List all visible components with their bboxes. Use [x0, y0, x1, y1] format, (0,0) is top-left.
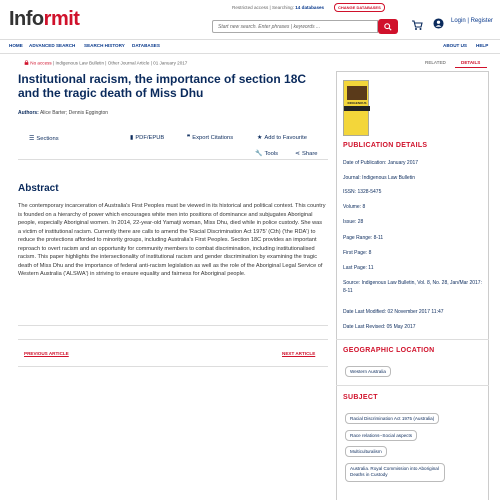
quote-icon: ❞: [187, 135, 191, 141]
cover-photo: [347, 86, 367, 100]
no-access-label: No access: [30, 60, 52, 66]
page-range: Page Range: 8-11: [343, 235, 384, 241]
tab-details[interactable]: DETAILS: [461, 60, 481, 65]
date-last-revised: Date Last Revised: 05 May 2017: [343, 324, 416, 330]
abstract-heading: Abstract: [18, 183, 59, 194]
issue: Issue: 28: [343, 219, 364, 225]
add-to-favourite-button[interactable]: ★ Add to Favourite: [257, 135, 307, 141]
breadcrumb-journal[interactable]: Indigenous Law Bulletin: [55, 60, 105, 66]
subject-tag[interactable]: Multiculturalism: [345, 446, 387, 457]
sections-button[interactable]: ☰ Sections: [29, 136, 59, 142]
change-databases-button[interactable]: CHANGE DATABASES: [334, 3, 385, 12]
tools-button[interactable]: 🔧 Tools: [255, 151, 279, 157]
share-button[interactable]: ⋖ Share: [295, 151, 318, 157]
source: Source: Indigenous Law Bulletin, Vol. 8, No. 28, Jan/Mar 2017: 8-11: [343, 280, 482, 294]
first-page: First Page: 8: [343, 250, 372, 256]
wrench-icon: 🔧: [255, 151, 263, 157]
nav-help[interactable]: HELP: [476, 43, 489, 48]
search-button[interactable]: [378, 19, 398, 34]
authors-names[interactable]: Alice Barter; Dennis Eggington: [39, 110, 109, 116]
last-page: Last Page: 11: [343, 265, 374, 271]
informit-logo[interactable]: Informit: [9, 8, 80, 30]
breadcrumb-type: Other Journal Article: [107, 60, 150, 66]
database-count[interactable]: 14 databases: [295, 5, 325, 10]
next-article-link[interactable]: NEXT ARTICLE: [282, 351, 316, 356]
breadcrumb-date: 01 January 2017: [153, 60, 188, 66]
login-register-link[interactable]: Login | Register: [451, 18, 493, 24]
nav-databases[interactable]: DATABASES: [132, 43, 160, 48]
article-title: Institutional racism, the importance of section 18C and the tragic death of Miss Dhu: [18, 72, 307, 101]
nav-advanced-search[interactable]: ADVANCED SEARCH: [29, 43, 76, 48]
journal-cover-image: [343, 80, 369, 136]
nav-home[interactable]: HOME: [9, 43, 23, 48]
panel-divider: [336, 339, 489, 340]
subject-heading: SUBJECT: [343, 394, 378, 401]
star-icon: ★: [257, 135, 263, 141]
search-input[interactable]: Start new search. Enter phrases | keywords ...: [212, 20, 378, 33]
previous-article-link[interactable]: PREVIOUS ARTICLE: [24, 351, 69, 356]
header-divider: [0, 39, 500, 40]
cover-title: INDIGENOUS: [347, 101, 367, 105]
toolbar-divider: [18, 159, 328, 160]
divider: [18, 325, 328, 326]
pdf-icon: ▮: [130, 135, 134, 141]
panel-divider: [336, 385, 489, 386]
list-icon: ☰: [29, 136, 35, 142]
abstract-text: The contemporary incarceration of Australia's First Peoples must be viewed in its historical and political context. This country is founded on a hierarchy of power which encourages white men into positions of dominance and subjugates Aboriginal people, especially Aboriginal women. In 2014, 22-year-old Yamatji woman, Miss Dhu, died while in police custody. She was a victim of institutional racism. Currently there are calls to amend the 'Racial Discrimination Act 1975' (Cth) ('the RDA') to reduce the protections afforded to minority groups, including Australia's First Peoples. Section 18C provides an important reproach to overt racism and an opportunity for community members to combat discrimination, including institutionalised racism. This paper highlights the intersectionality of institutional racism and gender discrimination by examining the tragic death of Miss Dhu and the importance of federal anti-racism legislation as well as the role of the Aboriginal Legal Service of Western Australia ('ALSWA') in striving to ensure equality and fairness for Aboriginal people.: [18, 203, 326, 277]
pdf-epub-button[interactable]: ▮ PDF/EPUB: [130, 135, 165, 141]
nav-search-history[interactable]: SEARCH HISTORY: [84, 43, 125, 48]
divider: [18, 366, 328, 367]
nav-divider: [0, 53, 500, 54]
search-icon: [384, 23, 392, 31]
cart-icon[interactable]: [411, 19, 423, 31]
nav-about-us[interactable]: ABOUT US: [443, 43, 467, 48]
export-citations-button[interactable]: ❞ Export Citations: [187, 135, 234, 141]
subject-tag[interactable]: Racial Discrimination Act 1975 (Australia): [345, 413, 439, 424]
journal-name: Journal: Indigenous Law Bulletin: [343, 175, 415, 181]
share-icon: ⋖: [295, 151, 301, 157]
divider: [18, 339, 328, 340]
publication-details-heading: PUBLICATION DETAILS: [343, 142, 428, 149]
subject-tag[interactable]: Race relations--Social aspects: [345, 430, 417, 441]
issn: ISSN: 1328-5475: [343, 189, 382, 195]
date-of-publication: Date of Publication: January 2017: [343, 160, 419, 166]
authors-line: Authors: Alice Barter; Dennis Eggington: [18, 110, 109, 116]
active-tab-indicator: [455, 67, 487, 68]
geo-tag[interactable]: Western Australia: [345, 366, 391, 377]
geographic-location-heading: GEOGRAPHIC LOCATION: [343, 347, 435, 354]
restricted-access-status: Restricted access | Searching: 14 databases: [232, 5, 325, 10]
volume: Volume: 8: [343, 204, 366, 210]
date-last-modified: Date Last Modified: 02 November 2017 11:47: [343, 309, 444, 315]
cover-band: [344, 106, 370, 111]
lock-icon: [24, 60, 29, 65]
subject-tag[interactable]: Australia. Royal Commission into Aboriginal Deaths in Custody: [345, 463, 445, 482]
tab-related[interactable]: RELATED: [425, 60, 446, 65]
user-icon[interactable]: [433, 18, 444, 29]
breadcrumb: No access | Indigenous Law Bulletin | Other Journal Article | 01 January 2017: [24, 60, 187, 66]
